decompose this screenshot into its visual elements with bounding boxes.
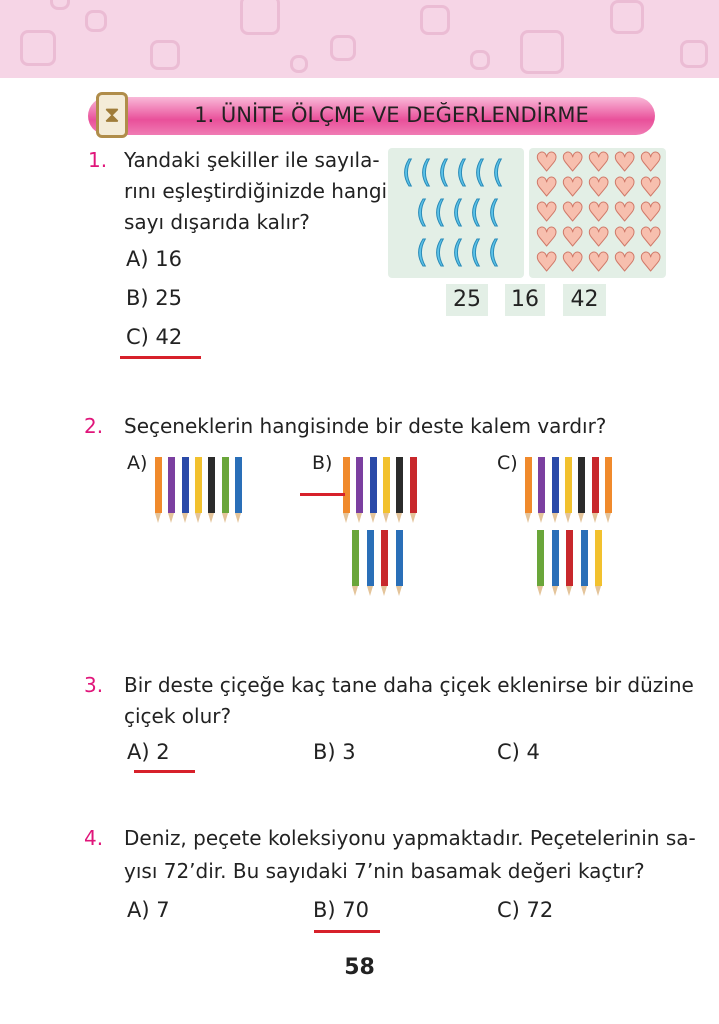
moons-box bbox=[388, 148, 524, 278]
pencil-icon bbox=[605, 457, 612, 523]
pencil-icon bbox=[552, 457, 559, 523]
pencil-icon bbox=[352, 530, 359, 596]
option-c-label[interactable]: C) bbox=[497, 452, 518, 474]
moon-icon: ( bbox=[488, 235, 500, 270]
pencil-icon bbox=[381, 530, 388, 596]
pencil-icon bbox=[525, 457, 532, 523]
pencil-icon bbox=[383, 457, 390, 523]
heart-icon: ♥ bbox=[535, 198, 559, 228]
heart-icon: ♥ bbox=[535, 173, 559, 203]
pencil-icon bbox=[592, 457, 599, 523]
question-text-line: sayı dışarıda kalır? bbox=[124, 210, 310, 234]
heart-icon: ♥ bbox=[613, 173, 637, 203]
question-text-line: Bir deste çiçeğe kaç tane daha çiçek eklenirse bir düzine bbox=[124, 673, 694, 697]
moon-icon: ( bbox=[492, 155, 504, 190]
pencil-icon bbox=[565, 457, 572, 523]
hourglass-icon: ⧗ bbox=[96, 92, 128, 138]
heart-icon: ♥ bbox=[639, 173, 663, 203]
pencil-icon bbox=[552, 530, 559, 596]
option-a-label[interactable]: A) bbox=[127, 452, 148, 474]
decorative-header-pattern bbox=[0, 0, 719, 78]
heart-icon: ♥ bbox=[535, 248, 559, 278]
heart-icon: ♥ bbox=[639, 248, 663, 278]
moon-icon: ( bbox=[470, 235, 482, 270]
heart-icon: ♥ bbox=[587, 198, 611, 228]
heart-icon: ♥ bbox=[639, 148, 663, 178]
option-b[interactable]: B) 3 bbox=[313, 740, 356, 764]
heart-icon: ♥ bbox=[561, 148, 585, 178]
answer-underline bbox=[120, 356, 201, 359]
unit-title: 1. ÜNİTE ÖLÇME VE DEĞERLENDİRME bbox=[194, 103, 589, 127]
question-number: 3. bbox=[84, 673, 104, 697]
moon-icon: ( bbox=[420, 155, 432, 190]
number-box: 25 bbox=[446, 284, 488, 316]
pencil-icon bbox=[578, 457, 585, 523]
question-number: 2. bbox=[84, 414, 104, 438]
heart-icon: ♥ bbox=[587, 148, 611, 178]
pencil-icon bbox=[356, 457, 363, 523]
pencil-icon bbox=[235, 457, 242, 523]
moon-icon: ( bbox=[452, 195, 464, 230]
pencil-icon bbox=[222, 457, 229, 523]
option-c[interactable]: C) 72 bbox=[497, 898, 554, 922]
pencil-icon bbox=[581, 530, 588, 596]
option-b[interactable]: B) 25 bbox=[126, 286, 182, 310]
pencil-icon bbox=[155, 457, 162, 523]
heart-icon: ♥ bbox=[613, 148, 637, 178]
question-text-line: Deniz, peçete koleksiyonu yapmaktadır. Peçetelerinin sa- bbox=[124, 826, 696, 850]
heart-icon: ♥ bbox=[535, 148, 559, 178]
heart-icon: ♥ bbox=[535, 223, 559, 253]
heart-icon: ♥ bbox=[587, 248, 611, 278]
moon-icon: ( bbox=[488, 195, 500, 230]
number-box: 16 bbox=[505, 284, 545, 316]
heart-icon: ♥ bbox=[639, 223, 663, 253]
moon-icon: ( bbox=[434, 195, 446, 230]
pencil-icon bbox=[182, 457, 189, 523]
heart-icon: ♥ bbox=[561, 198, 585, 228]
pencil-icon bbox=[566, 530, 573, 596]
moon-icon: ( bbox=[434, 235, 446, 270]
answer-mark-line bbox=[300, 493, 345, 496]
pencil-icon bbox=[538, 457, 545, 523]
pencil-icon bbox=[195, 457, 202, 523]
option-c[interactable]: C) 4 bbox=[497, 740, 540, 764]
question-text: Seçeneklerin hangisinde bir deste kalem vardır? bbox=[124, 414, 607, 438]
heart-icon: ♥ bbox=[613, 248, 637, 278]
heart-icon: ♥ bbox=[587, 173, 611, 203]
option-a[interactable]: A) 16 bbox=[126, 247, 182, 271]
option-a[interactable]: A) 7 bbox=[127, 898, 170, 922]
moon-icon: ( bbox=[438, 155, 450, 190]
answer-underline bbox=[314, 930, 380, 933]
heart-icon: ♥ bbox=[613, 223, 637, 253]
moon-icon: ( bbox=[402, 155, 414, 190]
pencil-icon bbox=[595, 530, 602, 596]
question-number: 4. bbox=[84, 826, 104, 850]
pencil-icon bbox=[537, 530, 544, 596]
heart-icon: ♥ bbox=[561, 248, 585, 278]
moon-icon: ( bbox=[452, 235, 464, 270]
question-text-line: yısı 72’dir. Bu sayıdaki 7’nin basamak değeri kaçtır? bbox=[124, 859, 645, 883]
moon-icon: ( bbox=[470, 195, 482, 230]
heart-icon: ♥ bbox=[587, 223, 611, 253]
moon-icon: ( bbox=[416, 195, 428, 230]
heart-icon: ♥ bbox=[639, 198, 663, 228]
moon-icon: ( bbox=[474, 155, 486, 190]
pencil-icon bbox=[367, 530, 374, 596]
number-box: 42 bbox=[563, 284, 606, 316]
hearts-box bbox=[529, 148, 666, 278]
question-text-line: Yandaki şekiller ile sayıla- bbox=[124, 148, 380, 172]
pencil-icon bbox=[410, 457, 417, 523]
heart-icon: ♥ bbox=[561, 223, 585, 253]
answer-underline bbox=[134, 770, 195, 773]
option-b[interactable]: B) 70 bbox=[313, 898, 369, 922]
moon-icon: ( bbox=[456, 155, 468, 190]
heart-icon: ♥ bbox=[561, 173, 585, 203]
pencil-icon bbox=[396, 457, 403, 523]
unit-title-banner bbox=[88, 97, 655, 135]
question-text-line: rını eşleştirdiğinizde hangi bbox=[124, 179, 388, 203]
pencil-icon bbox=[396, 530, 403, 596]
pencil-icon bbox=[370, 457, 377, 523]
question-number: 1. bbox=[88, 148, 108, 172]
option-b-label[interactable]: B) bbox=[312, 452, 333, 474]
question-text-line: çiçek olur? bbox=[124, 704, 232, 728]
option-c[interactable]: C) 42 bbox=[126, 325, 183, 349]
pencil-icon bbox=[343, 457, 350, 523]
option-a[interactable]: A) 2 bbox=[127, 740, 170, 764]
page-number: 58 bbox=[344, 955, 375, 980]
moon-icon: ( bbox=[416, 235, 428, 270]
pencil-icon bbox=[208, 457, 215, 523]
pencil-icon bbox=[168, 457, 175, 523]
heart-icon: ♥ bbox=[613, 198, 637, 228]
